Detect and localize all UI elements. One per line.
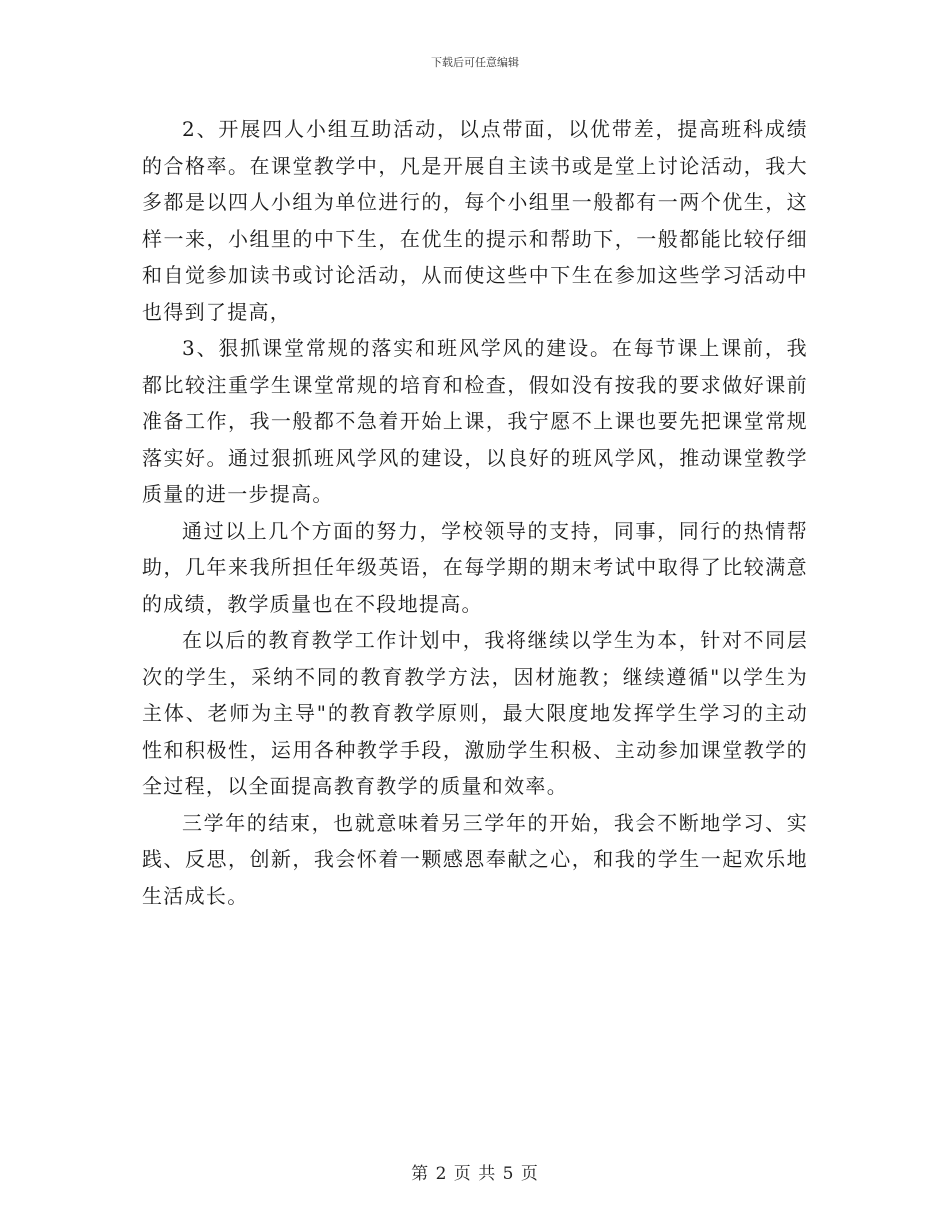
page-number: 第 2 页 共 5 页 [411,1164,539,1184]
paragraph-group-help: 2、开展四人小组互助活动，以点带面，以优带差，提高班科成绩的合格率。在课堂教学中，凡是开展自主读书或是堂上讨论活动，我大多都是以四人小组为单位进行的，每个小组里一般都有一两个优生，这样一来，小组里的中下生，在优生的提示和帮助下，一般都能比较仔细和自觉参加读书或讨论活动，从而使这些中下生在参加这些学习活动中也得到了提高， [142,117,808,324]
page-header: 下载后可任意编辑 [431,56,519,69]
paragraph-conclusion: 三学年的结束，也就意味着另三学年的开始，我会不断地学习、实践、反思，创新，我会怀着一颗感恩奉献之心，和我的学生一起欢乐地生活成长。 [142,810,808,908]
document-body [142,111,808,914]
paragraph-future-plan: 在以后的教育教学工作计划中，我将继续以学生为本，针对不同层次的学生，采纳不同的教育教学方法，因材施教；继续遵循"以学生为主体、老师为主导"的教育教学原则，最大限度地发挥学生学习的主动性和积极性，运用各种教学手段，激励学生积极、主动参加课堂教学的全过程，以全面提高教育教学的质量和效率。 [142,628,808,798]
paragraph-classroom-routine: 3、狠抓课堂常规的落实和班风学风的建设。在每节课上课前，我都比较注重学生课堂常规的培育和检查，假如没有按我的要求做好课前准备工作，我一般都不急着开始上课，我宁愿不上课也要先把课堂常规落实好。通过狠抓班风学风的建设，以良好的班风学风，推动课堂教学质量的进一步提高。 [142,336,808,506]
paragraph-results: 通过以上几个方面的努力，学校领导的支持，同事，同行的热情帮助，几年来我所担任年级英语，在每学期的期末考试中取得了比较满意的成绩，教学质量也在不段地提高。 [142,518,808,616]
